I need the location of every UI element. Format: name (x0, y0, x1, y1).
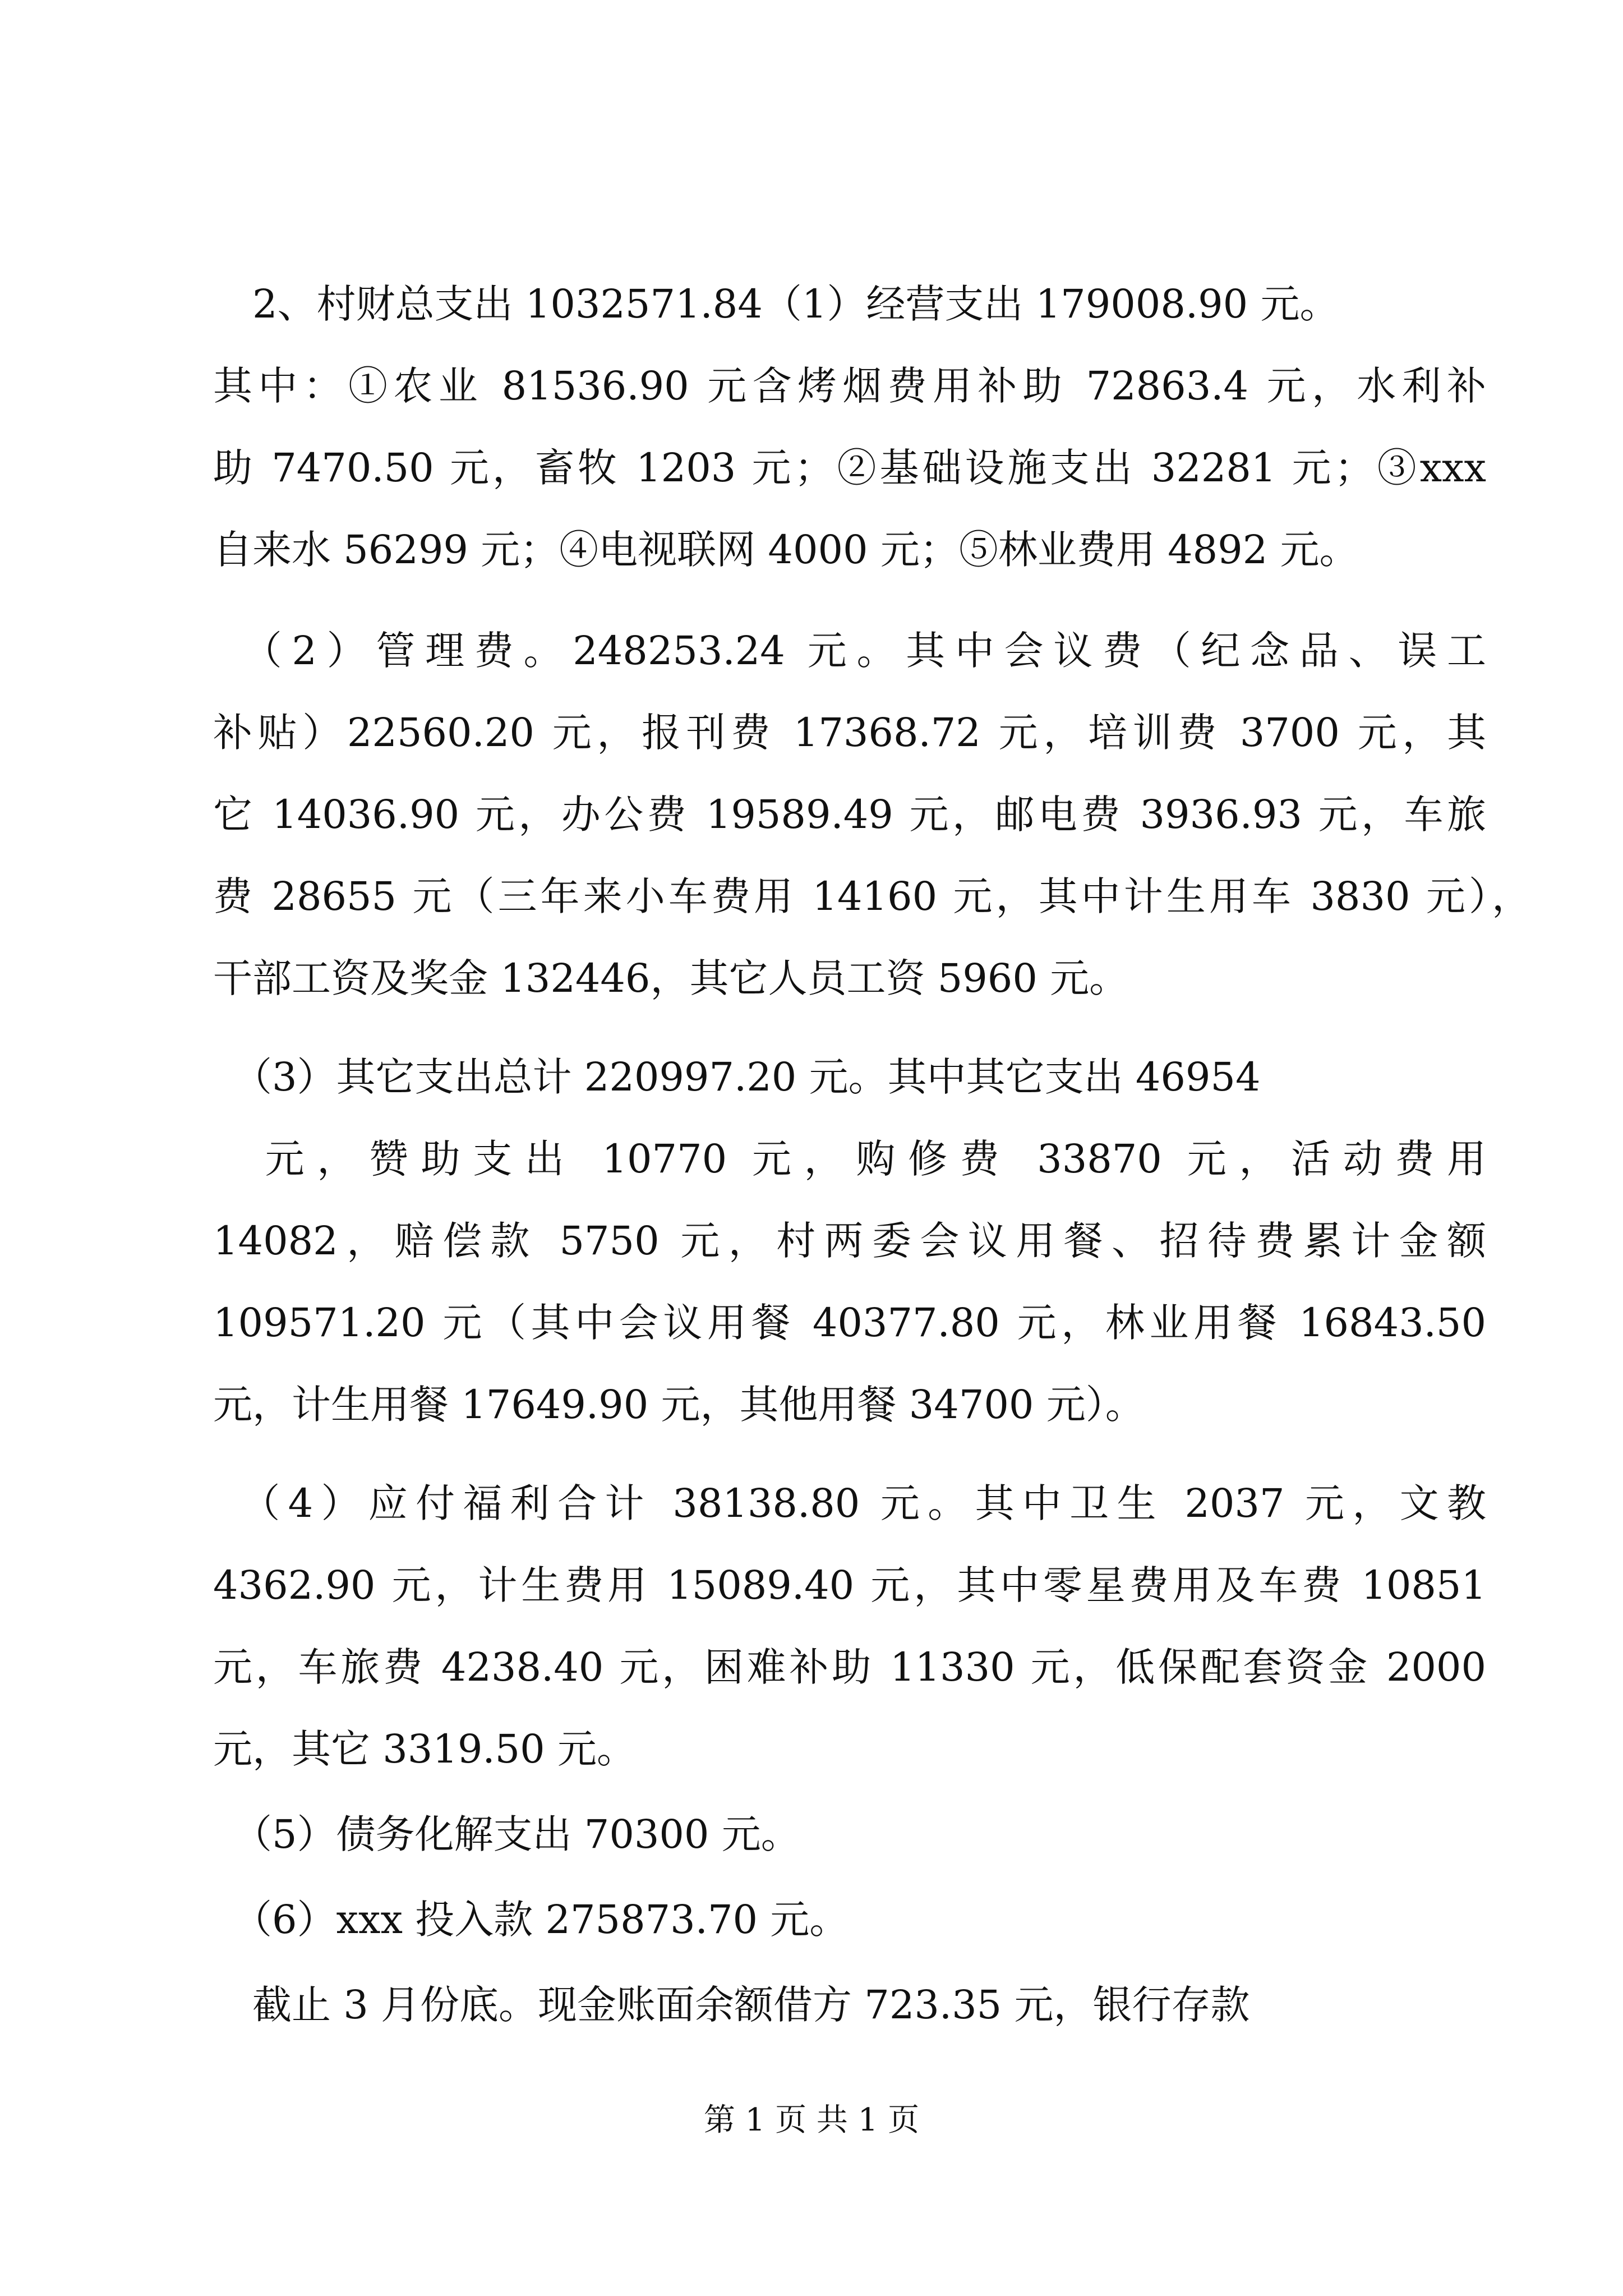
paragraph-line: 元，计生用餐 17649.90 元，其他用餐 34700 元）。 (213, 1382, 1145, 1428)
paragraph-line: 补贴）22560.20 元，报刊费 17368.72 元，培训费 3700 元，其 (213, 710, 1486, 756)
paragraph-line: 14082，赔偿款 5750 元，村两委会议用餐、招待费累计金额 (213, 1218, 1486, 1264)
page-footer: 第 1 页 共 1 页 (703, 2102, 920, 2138)
paragraph-line: （3）其它支出总计 220997.20 元。其中其它支出 46954 (213, 1054, 1261, 1100)
paragraph-line: （6）xxx 投入款 275873.70 元。 (213, 1897, 849, 1943)
paragraph-line: （4）应付福利合计 38138.80 元。其中卫生 2037 元，文教 (213, 1480, 1486, 1526)
paragraph-line: 自来水 56299 元；④电视联网 4000 元；⑤林业费用 4892 元。 (213, 527, 1359, 573)
paragraph-line: 元，赞助支出 10770 元，购修费 33870 元，活动费用 (213, 1136, 1486, 1182)
paragraph-line: 元，其它 3319.50 元。 (213, 1726, 636, 1772)
paragraph-line: （5）债务化解支出 70300 元。 (213, 1811, 800, 1857)
paragraph-line: 2、村财总支出 1032571.84（1）经营支出 179008.90 元。 (213, 281, 1339, 327)
paragraph-line: 它 14036.90 元，办公费 19589.49 元，邮电费 3936.93 元，车旅 (213, 792, 1486, 838)
paragraph-line: 干部工资及奖金 132446，其它人员工资 5960 元。 (213, 955, 1129, 1001)
paragraph-line: 其中：①农业 81536.90 元含烤烟费用补助 72863.4 元，水利补 (213, 363, 1486, 409)
paragraph-line: 截止 3 月份底。现金账面余额借方 723.35 元，银行存款 (213, 1982, 1250, 2028)
paragraph-line: 费 28655 元（三年来小车费用 14160 元，其中计生用车 3830 元）， (213, 873, 1531, 919)
paragraph-line: 109571.20 元（其中会议用餐 40377.80 元，林业用餐 16843.50 (213, 1300, 1486, 1346)
paragraph-line: 助 7470.50 元，畜牧 1203 元；②基础设施支出 32281 元；③xxx (213, 445, 1486, 491)
paragraph-line: 4362.90 元，计生费用 15089.40 元，其中零星费用及车费 10851 (213, 1562, 1486, 1608)
paragraph-line: 元，车旅费 4238.40 元，困难补助 11330 元，低保配套资金 2000 (213, 1644, 1486, 1690)
paragraph-line: （2）管理费。248253.24 元。其中会议费（纪念品、误工 (213, 628, 1486, 674)
